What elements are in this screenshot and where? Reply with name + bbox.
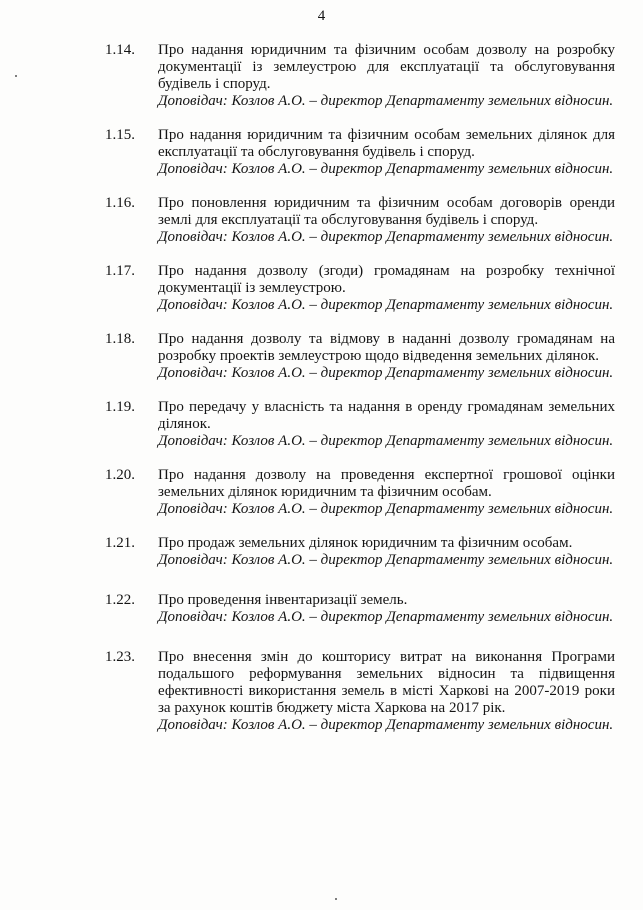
item-speaker: Доповідач: Козлов А.О. – директор Департаменту земельних відносин.	[158, 433, 614, 449]
agenda-item-1-17	[0, 263, 643, 314]
item-body	[158, 195, 615, 246]
item-body	[158, 649, 615, 734]
item-body	[158, 263, 615, 314]
scan-speck	[15, 75, 17, 77]
item-number: 1.23.	[105, 649, 135, 665]
item-number: 1.18.	[105, 331, 135, 347]
agenda-item-1-19	[0, 399, 643, 450]
agenda-item-1-23	[0, 649, 643, 734]
agenda-list	[0, 42, 643, 751]
item-speaker: Доповідач: Козлов А.О. – директор Департаменту земельних відносин.	[158, 365, 614, 381]
item-title: Про надання дозволу (згоди) громадянам на розробку технічної документації із землеустрою.	[158, 263, 615, 296]
item-title: Про надання дозволу на проведення експертної грошової оцінки земельних ділянок юридичним та фізичним особам.	[158, 467, 615, 500]
item-title: Про передачу у власність та надання в оренду громадянам земельних ділянок.	[158, 399, 615, 432]
agenda-item-1-15	[0, 127, 643, 178]
item-number: 1.16.	[105, 195, 135, 211]
item-title: Про надання дозволу та відмову в наданні дозволу громадянам на розробку проектів землеустрою щодо відведення земельних ділянок.	[158, 331, 615, 364]
item-number: 1.22.	[105, 592, 135, 608]
item-title: Про надання юридичним та фізичним особам земельних ділянок для експлуатації та обслуговування будівель і споруд.	[158, 127, 615, 160]
item-number: 1.15.	[105, 127, 135, 143]
item-title: Про поновлення юридичним та фізичним особам договорів оренди землі для експлуатації та обслуговування будівель і споруд.	[158, 195, 615, 228]
agenda-item-1-16	[0, 195, 643, 246]
agenda-item-1-18	[0, 331, 643, 382]
agenda-item-1-14	[0, 42, 643, 110]
item-speaker: Доповідач: Козлов А.О. – директор Департаменту земельних відносин.	[158, 552, 614, 568]
item-body	[158, 467, 615, 518]
item-body	[158, 592, 615, 626]
item-speaker: Доповідач: Козлов А.О. – директор Департаменту земельних відносин.	[158, 229, 614, 245]
page-number: 4	[317, 8, 326, 24]
scan-speck	[335, 898, 337, 900]
item-body	[158, 42, 615, 110]
item-title: Про продаж земельних ділянок юридичним та фізичним особам.	[158, 535, 573, 551]
item-speaker: Доповідач: Козлов А.О. – директор Департаменту земельних відносин.	[158, 297, 614, 313]
item-body	[158, 127, 615, 178]
agenda-item-1-22	[0, 592, 643, 632]
item-number: 1.21.	[105, 535, 135, 551]
item-speaker: Доповідач: Козлов А.О. – директор Департаменту земельних відносин.	[158, 717, 614, 733]
item-speaker: Доповідач: Козлов А.О. – директор Департаменту земельних відносин.	[158, 93, 614, 109]
agenda-item-1-20	[0, 467, 643, 518]
item-body	[158, 399, 615, 450]
item-speaker: Доповідач: Козлов А.О. – директор Департаменту земельних відносин.	[158, 501, 614, 517]
item-speaker: Доповідач: Козлов А.О. – директор Департаменту земельних відносин.	[158, 161, 614, 177]
item-title: Про надання юридичним та фізичним особам дозволу на розробку документації із землеустрою для експлуатації та обслуговування будівель і споруд.	[158, 42, 615, 92]
item-number: 1.19.	[105, 399, 135, 415]
item-title: Про внесення змін до кошторису витрат на виконання Програми подальшого реформування земельних відносин та підвищення ефективності використання земель в місті Харкові на 2007-2019 роки за рахунок коштів бюджету міста Харкова на 2017 рік.	[158, 649, 615, 716]
item-number: 1.20.	[105, 467, 135, 483]
item-title: Про проведення інвентаризації земель.	[158, 592, 408, 608]
item-number: 1.14.	[105, 42, 135, 58]
item-number: 1.17.	[105, 263, 135, 279]
item-speaker: Доповідач: Козлов А.О. – директор Департаменту земельних відносин.	[158, 609, 614, 625]
item-body	[158, 535, 615, 569]
agenda-item-1-21	[0, 535, 643, 575]
item-body	[158, 331, 615, 382]
